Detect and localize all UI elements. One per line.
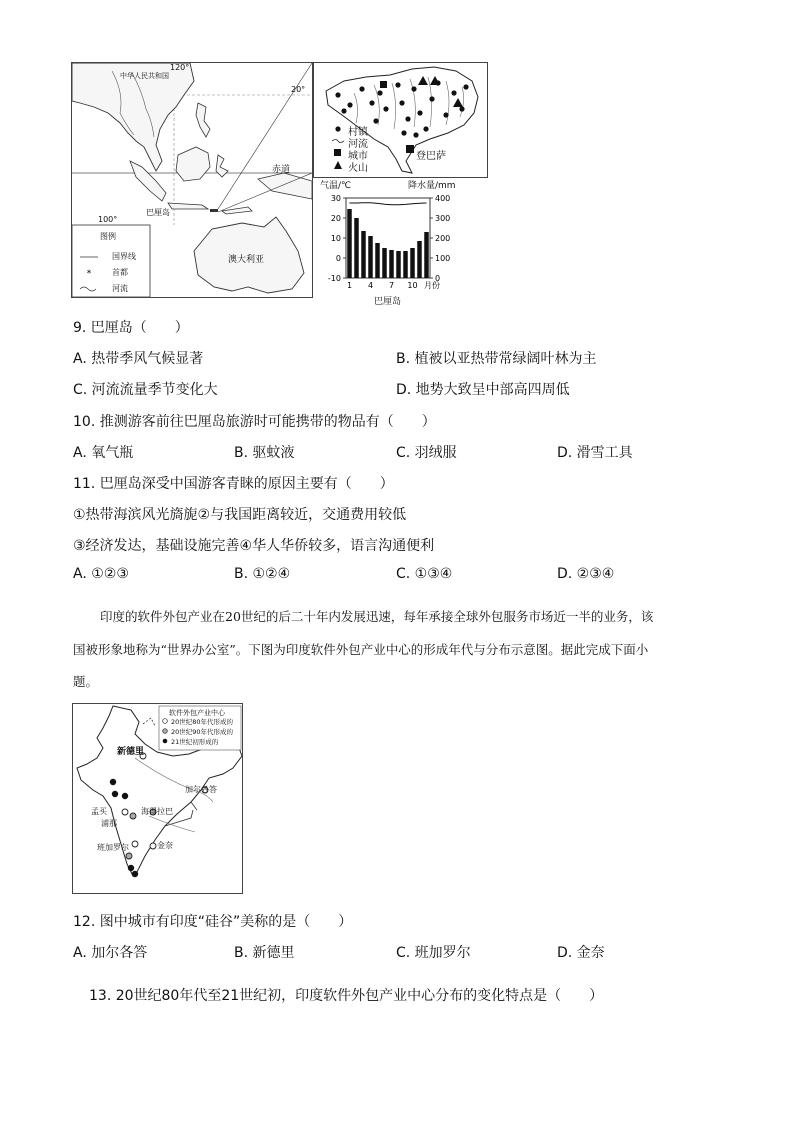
q9-option-a[interactable]: A. 热带季风气候显著 — [73, 351, 204, 367]
southeast-asia-map-drawing — [72, 63, 312, 297]
x-tick-label: 10 — [407, 281, 418, 290]
y-tick-label: 0 — [335, 254, 341, 263]
precip-bar — [368, 236, 372, 278]
climate-chart — [318, 178, 478, 306]
q11-option-d[interactable]: D. ②③④ — [557, 566, 615, 582]
question-12-stem: 12. 图中城市有印度“硅谷”美称的是（ ） — [73, 914, 353, 930]
australia-label: 澳大利亚 — [228, 255, 265, 265]
svg-text:*: * — [86, 269, 92, 279]
x-unit-label: 月份 — [424, 281, 440, 290]
bali-legend-volcano: 火山 — [348, 163, 368, 174]
precip-bar — [375, 243, 379, 278]
y2-tick-label: 100 — [435, 254, 451, 263]
kolkata-label: 加尔各答 — [185, 785, 217, 794]
precip-bar — [403, 251, 407, 278]
q9-option-d[interactable]: D. 地势大致呈中部高四周低 — [396, 382, 570, 398]
bali-inset-map — [313, 62, 488, 178]
passage-line-2: 国被形象地称为“世界办公室”。下图为印度软件外包产业中心的形成年代与分布示意图。据此完成下面小 — [73, 642, 649, 657]
y2-tick-label: 200 — [435, 234, 451, 243]
precip-bar — [389, 250, 393, 278]
x-tick-label: 4 — [367, 281, 374, 290]
q11-line-1: ①热带海滨风光旖旎②与我国距离较近，交通费用较低 — [73, 507, 407, 523]
q12-option-a[interactable]: A. 加尔各答 — [73, 945, 148, 961]
new-delhi-label: 新德里 — [117, 747, 145, 757]
bali-legend-river: 河流 — [348, 139, 368, 150]
legend-river-label: 河流 — [112, 284, 128, 293]
india-map — [72, 703, 243, 894]
y2-tick-label: 0 — [435, 274, 441, 283]
precip-bar — [417, 241, 421, 278]
precip-bar — [396, 251, 400, 278]
india-legend-1980s: 20世纪80年代形成的 — [171, 718, 234, 726]
precip-bar — [347, 209, 351, 278]
india-legend-2000s: 21世纪初形成的 — [171, 738, 219, 746]
china-label: 中华人民共和国 — [120, 72, 169, 80]
precip-bar — [410, 248, 414, 278]
chart-caption: 巴厘岛 — [374, 297, 402, 307]
y-tick-label: 30 — [330, 194, 341, 203]
y-tick-label: -10 — [327, 274, 341, 283]
question-13-stem: 13. 20世纪80年代至21世纪初，印度软件外包产业中心分布的变化特点是（ ） — [89, 988, 604, 1004]
y-tick-label: 20 — [330, 214, 341, 223]
climate-chart-svg — [318, 178, 478, 306]
legend-capital-label: 首都 — [112, 268, 128, 277]
right-axis-title: 降水量/mm — [408, 181, 456, 191]
precip-bar — [361, 231, 365, 278]
q11-option-a[interactable]: A. ①②③ — [73, 566, 129, 582]
bali-legend-city: 城市 — [348, 151, 368, 162]
india-legend-1990s: 20世纪90年代形成的 — [171, 728, 234, 736]
passage-line-1: 印度的软件外包产业在20世纪的后二十年内发展迅速，每年承接全球外包服务市场近一半的业务，该 — [100, 609, 654, 624]
q11-line-2: ③经济发达，基础设施完善④华人华侨较多，语言沟通便利 — [73, 538, 435, 554]
bali-island-marker — [210, 209, 218, 212]
bali-label: 巴厘岛 — [146, 208, 170, 217]
question-11-stem: 11. 巴厘岛深受中国游客青睐的原因主要有（ ） — [73, 476, 394, 492]
q12-option-c[interactable]: C. 班加罗尔 — [396, 945, 471, 961]
precip-bar — [382, 248, 386, 278]
bali-legend-village: 村镇 — [348, 127, 368, 138]
lon100-label: 100° — [98, 215, 118, 224]
legend-title: 图例 — [100, 232, 116, 241]
mumbai-label: 孟买 — [91, 807, 107, 816]
question-10-stem: 10. 推测游客前往巴厘岛旅游时可能携带的物品有（ ） — [73, 414, 436, 430]
bali-inset-drawing — [314, 63, 487, 177]
q12-option-d[interactable]: D. 金奈 — [557, 945, 605, 961]
q10-option-c[interactable]: C. 羽绒服 — [396, 445, 457, 461]
passage-line-3: 题。 — [73, 674, 99, 689]
q9-option-c[interactable]: C. 河流流量季节变化大 — [73, 382, 218, 398]
q11-option-c[interactable]: C. ①③④ — [396, 566, 453, 582]
hyderabad-label: 海得拉巴 — [141, 807, 173, 816]
precip-bar — [354, 218, 358, 278]
chennai-label: 金奈 — [157, 841, 173, 850]
x-tick-label: 7 — [388, 281, 395, 290]
denpasar-label: 登巴萨 — [416, 151, 446, 162]
southeast-asia-map — [71, 62, 313, 298]
q10-option-b[interactable]: B. 驱蚊液 — [234, 445, 295, 461]
pune-label: 浦那 — [101, 819, 117, 828]
y2-tick-label: 400 — [435, 194, 451, 203]
left-axis-title: 气温/℃ — [320, 181, 352, 191]
bangalore-label: 班加罗尔 — [97, 843, 129, 852]
y-tick-label: 10 — [330, 234, 341, 243]
q10-option-a[interactable]: A. 氧气瓶 — [73, 445, 134, 461]
question-9-stem: 9. 巴厘岛（ ） — [73, 320, 189, 336]
lat20-label: 20° — [291, 85, 306, 94]
x-tick-label: 1 — [346, 281, 353, 290]
q9-option-b[interactable]: B. 植被以亚热带常绿阔叶林为主 — [396, 351, 597, 367]
q12-option-b[interactable]: B. 新德里 — [234, 945, 295, 961]
precip-bar — [424, 232, 428, 278]
y2-tick-label: 300 — [435, 214, 451, 223]
legend-border-label: 国界线 — [112, 252, 136, 261]
q10-option-d[interactable]: D. 滑雪工具 — [557, 445, 633, 461]
equator-label: 赤道 — [272, 165, 291, 175]
lon120-label: 120° — [170, 63, 190, 72]
india-legend-title: 软件外包产业中心 — [169, 709, 225, 717]
q11-option-b[interactable]: B. ①②④ — [234, 566, 291, 582]
